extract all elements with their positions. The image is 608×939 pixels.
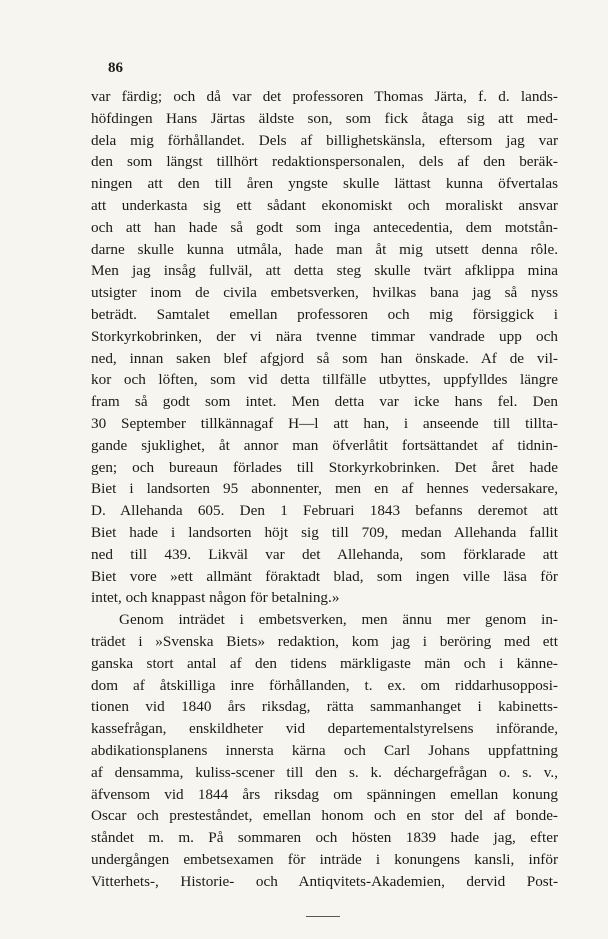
page-number: 86 [108, 60, 123, 76]
text-line-18: gen; och bureaun förlades till Storkyrkobrinken. Det året hade [91, 458, 558, 476]
text-line-14: kor och löften, som vid detta tillfälle utbyttes, uppfylldes längre [91, 371, 558, 389]
text-line-19: Biet i landsorten 95 abonnenter, men en af hennes vedersakare, [91, 480, 558, 498]
text-line-1: var färdig; och då var det professoren Thomas Järta, f. d. lands- [91, 88, 558, 105]
text-line-26: trädet i »Svenska Biets» redaktion, kom jag i beröring med ett [91, 632, 558, 650]
text-line-29: tionen vid 1840 års riksdag, rätta sammanhanget i kabinetts- [91, 698, 558, 716]
text-line-35: ståndet m. m. På sommaren och hösten 1839 hade jag, efter [91, 829, 558, 847]
text-line-37: Vitterhets-, Historie- och Antiqvitets-Akademien, dervid Post- [91, 872, 558, 890]
text-line-34: Oscar och presteståndet, emellan honom och en stor del af bonde- [91, 807, 558, 825]
text-line-28: dom af åtskilliga inre förhållanden, t. ex. om riddarhusopposi- [91, 676, 558, 694]
text-line-23: Biet vore »ett allmänt föraktadt blad, som ingen ville läsa för [91, 567, 558, 585]
text-line-13: ned, innan saken blef afgjord så som han önskade. Af de vil- [91, 349, 558, 367]
text-line-2: höfdingen Hans Järtas äldste son, som fick åtaga sig att med- [91, 109, 558, 127]
text-line-32: af densamma, kuliss-scener till den s. k. déchargefrågan o. s. v., [91, 763, 558, 781]
text-line-21: Biet hade i landsorten höjt sig till 709, medan Allehanda fallit [91, 523, 558, 541]
text-line-7: och att han hade så godt som inga antecedentia, dem motstån- [91, 218, 558, 236]
text-line-36: undergången embetsexamen för inträde i konungens kansli, inför [91, 850, 558, 868]
text-line-12: Storkyrkobrinken, der vi nära tvenne timmar vandrade upp och [91, 327, 558, 345]
text-line-25: Genom inträdet i embetsverken, men ännu mer genom in- [119, 611, 558, 629]
text-line-6: att underkasta sig ett sådant ekonomiskt och moraliskt ansvar [91, 196, 558, 214]
text-line-17: gande sjuklighet, åt annor man öfverlåtit fortsättandet af tidnin- [91, 436, 558, 454]
text-line-16: 30 September tillkännagaf H—l att han, i anseende till tillta- [91, 414, 558, 432]
page-text [91, 86, 558, 892]
text-line-3: dela mig förhållandet. Dels af billighetskänsla, eftersom jag var [91, 131, 558, 149]
text-line-5: ningen att den till åren yngste skulle lättast kunna öfvertalas [91, 175, 558, 193]
text-line-24: intet, och knappast någon för betalning.» [91, 589, 340, 607]
text-line-31: abdikationsplanens innersta kärna och Carl Johans uppfattning [91, 741, 558, 759]
text-line-8: darne skulle kunna utmåla, hade man åt mig utsett denna rôle. [91, 240, 558, 258]
text-line-33: äfvensom vid 1844 års riksdag om spänningen emellan konung [91, 785, 558, 803]
text-line-22: ned till 439. Likväl var det Allehanda, som förklarade att [91, 545, 558, 563]
text-line-15: fram så godt som intet. Men detta var icke hans fel. Den [91, 393, 558, 411]
text-line-10: utsigter inom de civila embetsverken, hvilkas bana jag så nyss [91, 284, 558, 302]
text-line-30: kassefrågan, enskildheter vid departementalstyrelsens införande, [91, 720, 558, 738]
text-line-27: ganska stort antal af den tidens märkligaste män och i känne- [91, 654, 558, 672]
text-line-9: Men jag insåg fullväl, att detta steg skulle tvärt afklippa mina [91, 262, 558, 280]
text-line-4: den som längst tillhört redaktionspersonalen, dels af den beräk- [91, 153, 558, 171]
text-line-20: D. Allehanda 605. Den 1 Februari 1843 befanns deremot att [91, 502, 558, 520]
text-line-11: beträdt. Samtalet emellan professoren och mig försiggick i [91, 305, 558, 323]
footer-rule [306, 916, 340, 917]
